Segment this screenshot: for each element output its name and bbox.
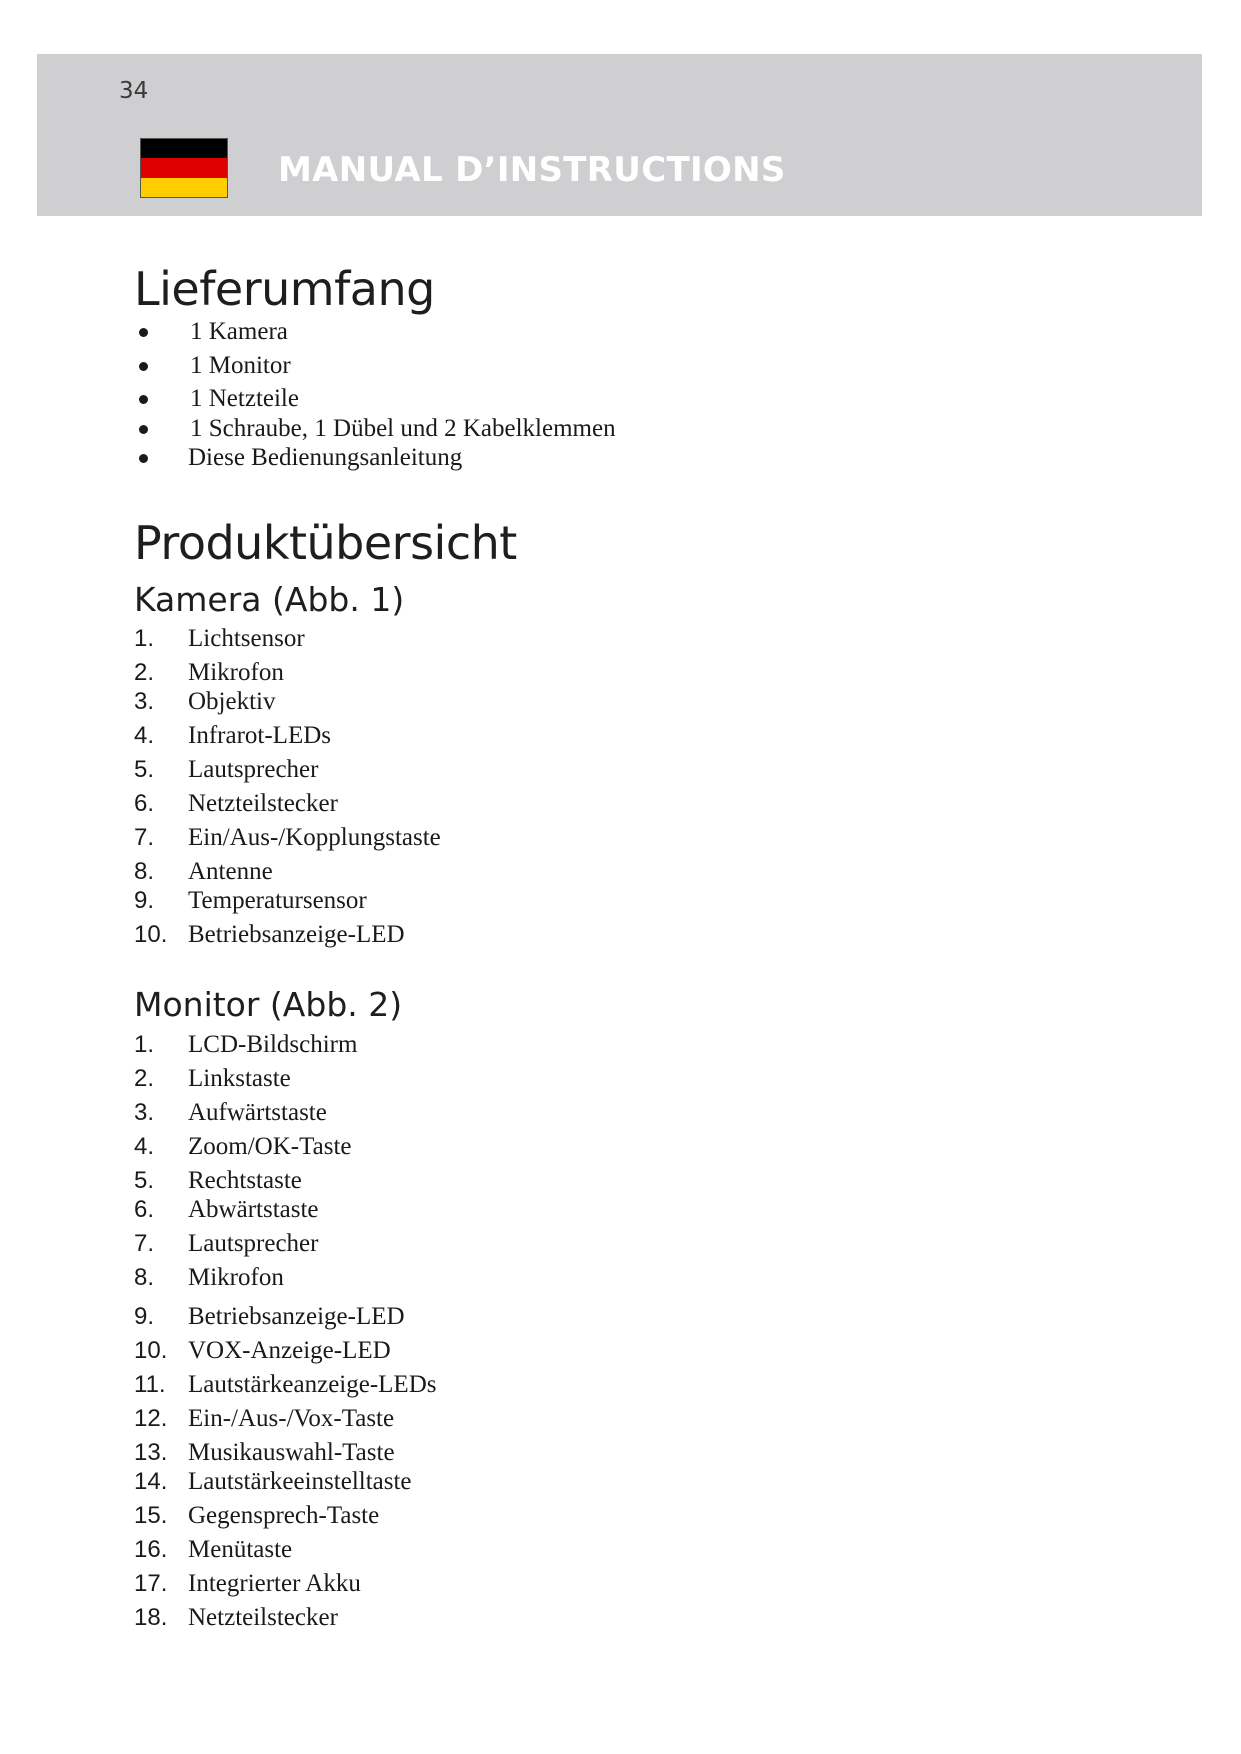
bullet-icon <box>139 362 148 371</box>
item-text: Lautsprecher <box>188 756 319 783</box>
item-text: VOX-Anzeige-LED <box>188 1337 391 1364</box>
list-item-text: 1 Kamera <box>190 318 288 345</box>
manual-title: MANUAL D’INSTRUCTIONS <box>278 150 786 190</box>
item-text: Musikauswahl-Taste <box>188 1439 395 1466</box>
item-text: Lautstärkeeinstelltaste <box>188 1468 412 1495</box>
item-text: Ein/Aus-/Kopplungstaste <box>188 824 441 851</box>
item-number: 2. <box>134 1065 155 1092</box>
list-item-text: 1 Schraube, 1 Dübel und 2 Kabelklemmen <box>190 415 616 442</box>
item-text: LCD-Bildschirm <box>188 1031 358 1058</box>
list-item-text: 1 Netzteile <box>190 385 299 412</box>
item-number: 5. <box>134 1167 155 1194</box>
item-text: Betriebsanzeige-LED <box>188 921 405 948</box>
item-text: Mikrofon <box>188 659 284 686</box>
item-number: 6. <box>134 1196 155 1223</box>
flag-stripe-black <box>141 139 227 158</box>
item-number: 9. <box>134 887 155 914</box>
item-number: 3. <box>134 1099 155 1126</box>
item-number: 5. <box>134 756 155 783</box>
item-text: Zoom/OK-Taste <box>188 1133 352 1160</box>
item-number: 4. <box>134 722 155 749</box>
item-number: 2. <box>134 659 155 686</box>
item-number: 12. <box>134 1405 168 1432</box>
flag-stripe-gold <box>141 178 227 197</box>
item-number: 1. <box>134 625 155 652</box>
item-number: 7. <box>134 824 155 851</box>
item-text: Temperatursensor <box>188 887 367 914</box>
item-text: Aufwärtstaste <box>188 1099 327 1126</box>
item-number: 15. <box>134 1502 168 1529</box>
list-item-text: Diese Bedienungsanleitung <box>188 444 463 471</box>
item-number: 4. <box>134 1133 155 1160</box>
item-text: Integrierter Akku <box>188 1570 361 1597</box>
item-text: Netzteilstecker <box>188 1604 338 1631</box>
item-number: 3. <box>134 688 155 715</box>
lieferumfang-heading: Lieferumfang <box>134 262 435 316</box>
item-number: 17. <box>134 1570 168 1597</box>
monitor-heading: Monitor (Abb. 2) <box>134 985 403 1024</box>
produktuebersicht-heading: Produktübersicht <box>134 516 517 570</box>
item-number: 10. <box>134 1337 168 1364</box>
item-text: Ein-/Aus-/Vox-Taste <box>188 1405 395 1432</box>
item-text: Lautsprecher <box>188 1230 319 1257</box>
item-text: Antenne <box>188 858 273 885</box>
item-number: 7. <box>134 1230 155 1257</box>
item-number: 8. <box>134 858 155 885</box>
item-text: Rechtstaste <box>188 1167 302 1194</box>
bullet-icon <box>139 454 148 463</box>
item-text: Mikrofon <box>188 1264 284 1291</box>
item-number: 10. <box>134 921 168 948</box>
item-text: Lichtsensor <box>188 625 305 652</box>
item-number: 11. <box>134 1371 166 1398</box>
item-text: Lautstärkeanzeige-LEDs <box>188 1371 437 1398</box>
item-number: 13. <box>134 1439 168 1466</box>
item-text: Linkstaste <box>188 1065 291 1092</box>
item-number: 6. <box>134 790 155 817</box>
bullet-icon <box>139 425 148 434</box>
item-text: Infrarot-LEDs <box>188 722 331 749</box>
bullet-icon <box>139 395 148 404</box>
german-flag-icon <box>140 138 228 198</box>
item-text: Netzteilstecker <box>188 790 338 817</box>
item-number: 18. <box>134 1604 168 1631</box>
flag-stripe-red <box>141 158 227 177</box>
item-text: Abwärtstaste <box>188 1196 319 1223</box>
item-text: Betriebsanzeige-LED <box>188 1303 405 1330</box>
list-item-text: 1 Monitor <box>190 352 291 379</box>
item-number: 16. <box>134 1536 168 1563</box>
page-number: 34 <box>119 78 149 104</box>
item-number: 1. <box>134 1031 155 1058</box>
item-number: 14. <box>134 1468 168 1495</box>
item-text: Objektiv <box>188 688 276 715</box>
bullet-icon <box>139 328 148 337</box>
item-text: Menütaste <box>188 1536 293 1563</box>
kamera-heading: Kamera (Abb. 1) <box>134 580 405 619</box>
item-text: Gegensprech-Taste <box>188 1502 380 1529</box>
item-number: 8. <box>134 1264 155 1291</box>
item-number: 9. <box>134 1303 155 1330</box>
